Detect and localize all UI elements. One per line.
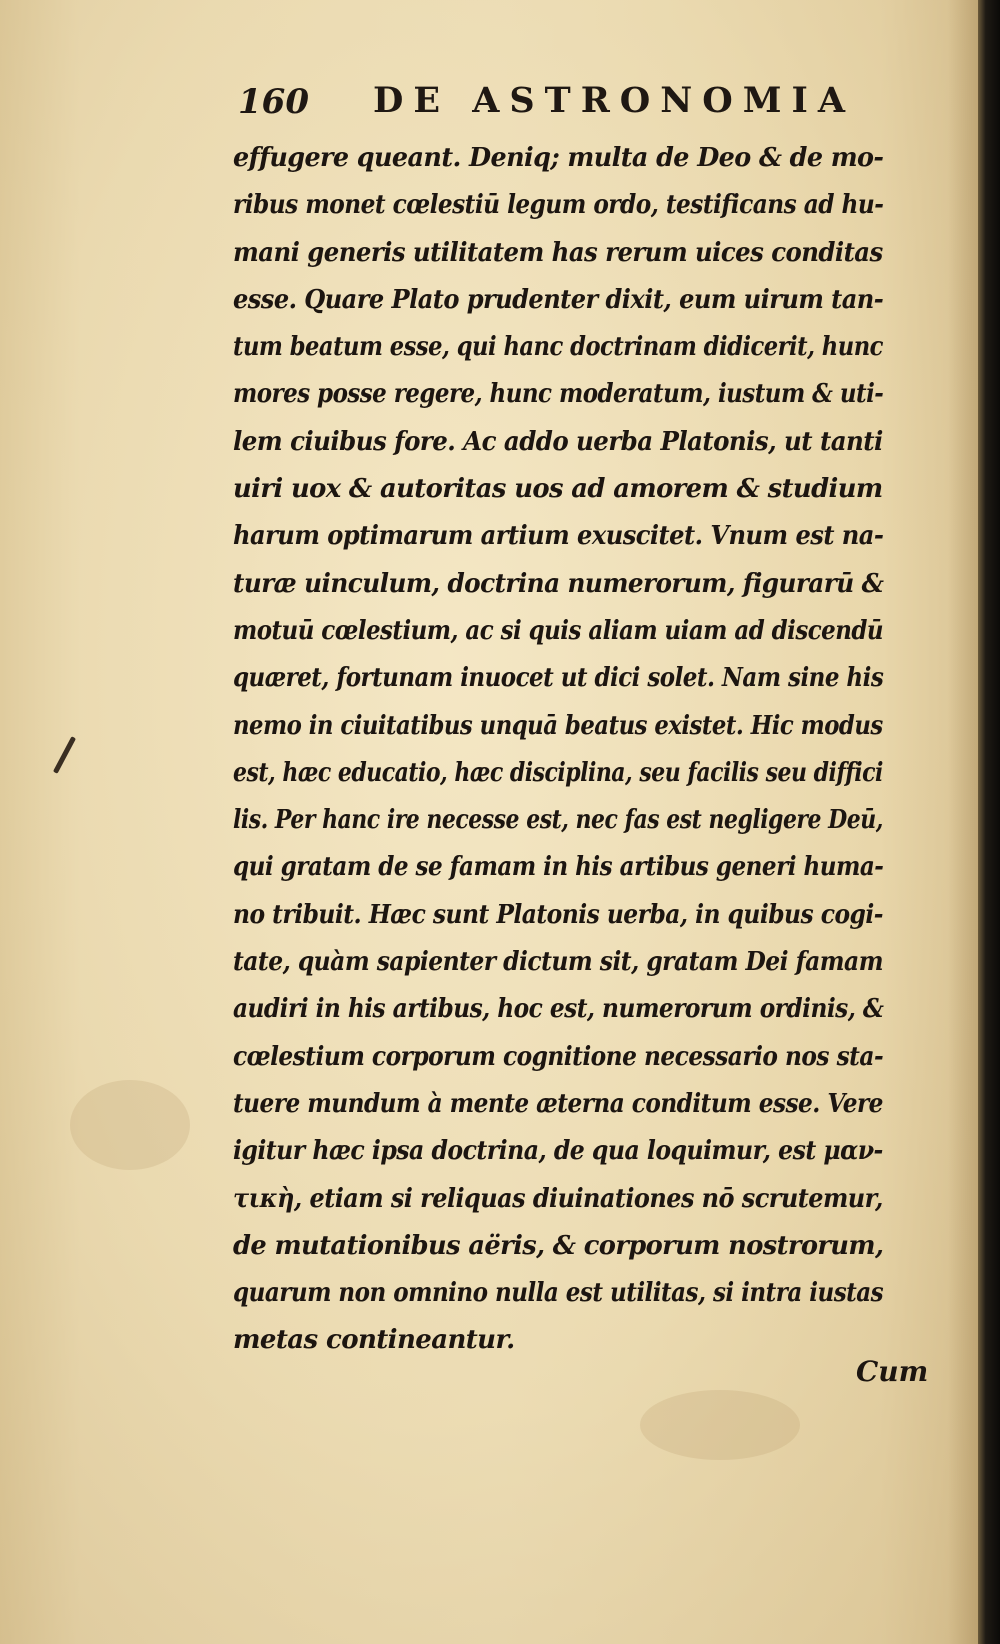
text-line: metas contineantur. [233,1325,515,1356]
paper-stain [640,1390,800,1460]
text-line: quarum non omnino nulla est utilitas, si intra iustas [233,1278,884,1309]
text-line: esse. Quare Plato prudenter dixit, eum uirum tan- [233,284,884,315]
text-line: lem ciuibus fore. Ac addo uerba Platonis, ut tanti [233,426,883,457]
text-line: ribus monet cœlestiū legum ordo, testificans ad hu- [233,190,884,221]
text-line: motuū cœlestium, ac si quis aliam uiam ad discendū [233,615,884,646]
text-line: tum beatum esse, qui hanc doctrinam didicerit, hunc [233,332,883,363]
text-line: mani generis utilitatem has rerum uices conditas [233,237,883,268]
text-line: quæret, fortunam inuocet ut dici solet. Nam sine his [233,663,884,694]
text-line: nemo in ciuitatibus unquā beatus existet. Hic modus [233,710,883,741]
page-number: 160 [238,82,309,122]
text-line: igitur hæc ipsa doctrina, de qua loquimur, est μαν- [233,1136,883,1167]
text-line: audiri in his artibus, hoc est, numerorum ordinis, & [233,994,884,1025]
text-line: turæ uinculum, doctrina numerorum, figurarū & [233,568,884,599]
text-line: harum optimarum artium exuscitet. Vnum est na- [233,521,884,552]
catchword: Cum [856,1355,929,1388]
text-line: tate, quàm sapienter dictum sit, gratam Dei famam [233,947,883,978]
text-block [233,135,923,1365]
text-line: qui gratam de se famam in his artibus generi huma- [233,852,884,883]
text-line: no tribuit. Hæc sunt Platonis uerba, in quibus cogi- [233,899,883,930]
text-line: uiri uox & autoritas uos ad amorem & studium [233,474,883,505]
page-header [238,76,878,126]
text-line: est, hæc educatio, hæc disciplina, seu facilis seu diffici [233,757,883,788]
gutter-shadow [948,0,978,1644]
text-line: cœlestium corporum cognitione necessario nos sta- [233,1041,884,1072]
text-line: de mutationibus aëris, & corporum nostrorum, [233,1230,884,1261]
text-line: tuere mundum à mente æterna conditum esse. Vere [233,1088,883,1119]
text-line: lis. Per hanc ire necesse est, nec fas est negligere Deū, [233,805,883,836]
book-spine [978,0,1000,1644]
text-line: effugere queant. Deniq; multa de Deo & de mo- [233,143,884,173]
text-line: τικὴ, etiam si reliquas diuinationes nō scrutemur, [233,1183,883,1214]
text-line: mores posse regere, hunc moderatum, iustum & uti- [233,379,884,410]
paper-stain [70,1080,190,1170]
running-title: DE ASTRONOMIA [373,80,856,121]
margin-pen-mark [53,736,76,774]
